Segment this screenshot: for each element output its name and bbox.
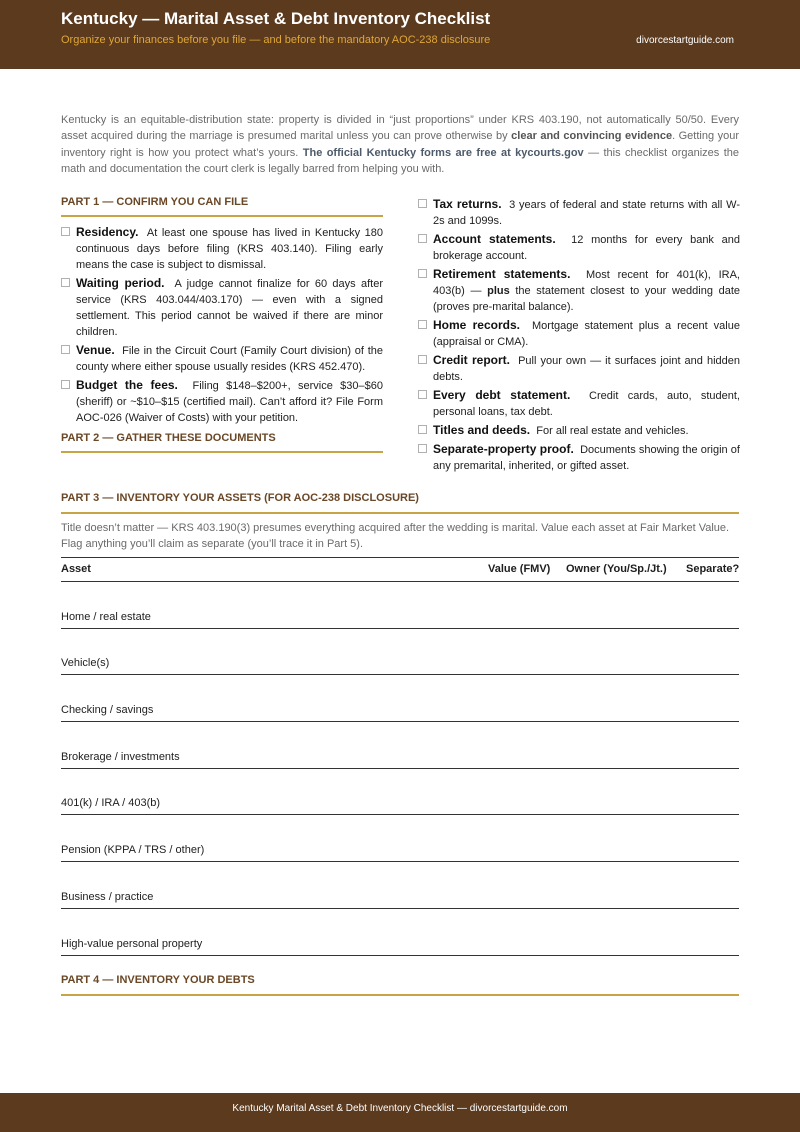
item-description: Mortgage statement plus a recent value (appraisal or CMA). xyxy=(433,320,740,348)
part1-title: PART 1 — CONFIRM YOU CAN FILE xyxy=(61,196,249,208)
left-column xyxy=(61,196,383,460)
item-title: Residency. xyxy=(76,225,139,239)
part3-header xyxy=(61,492,739,514)
col-asset: Asset xyxy=(61,563,91,575)
checklist-item[interactable] xyxy=(61,342,383,375)
checklist-item[interactable] xyxy=(61,377,383,426)
checklist-item[interactable] xyxy=(418,387,740,420)
footer-text: Kentucky Marital Asset & Debt Inventory Checklist — divorcestartguide.com xyxy=(232,1103,568,1114)
page-subtitle: Organize your finances before you file — and before the mandatory AOC-238 disclosure xyxy=(61,34,491,46)
site-name[interactable]: divorcestartguide.com xyxy=(636,35,734,46)
page-footer xyxy=(0,1093,800,1132)
checkbox[interactable] xyxy=(418,390,427,399)
item-description: Pull your own — it surfaces joint and hidden debts. xyxy=(433,355,740,383)
item-title: Venue. xyxy=(76,343,115,357)
item-title: Titles and deeds. xyxy=(433,423,531,437)
asset-label: Brokerage / investments xyxy=(61,750,180,763)
right-column xyxy=(418,196,740,476)
page-header xyxy=(0,0,800,69)
part3-title: PART 3 — INVENTORY YOUR ASSETS (FOR AOC-238 DISCLOSURE) xyxy=(61,492,419,504)
part3-note: Title doesn’t matter — KRS 403.190(3) presumes everything acquired after the wedding is marital. Value each asset at Fair Market Value. Flag anything you’ll claim as separate (you’ll trace it in Part 5). xyxy=(61,522,730,550)
item-title: Account statements. xyxy=(433,232,556,246)
checkbox[interactable] xyxy=(418,269,427,278)
page-title: Kentucky — Marital Asset & Debt Inventory Checklist xyxy=(61,9,491,28)
asset-label: Business / practice xyxy=(61,890,154,903)
asset-label: Pension (KPPA / TRS / other) xyxy=(61,844,205,857)
checkbox[interactable] xyxy=(61,345,70,354)
checklist-item[interactable] xyxy=(418,317,740,350)
checklist-item[interactable] xyxy=(418,441,740,474)
table-row[interactable] xyxy=(61,582,739,629)
item-title: Home records. xyxy=(433,318,520,332)
item-description: For all real estate and vehicles. xyxy=(536,425,689,437)
col-separate: Separate? xyxy=(686,563,740,575)
item-description: Most recent for 401(k), IRA, 403(b) — xyxy=(433,269,740,297)
item-description-cont: the statement closest to your wedding date (proves pre-marital balance). xyxy=(433,285,740,313)
item-description: Filing $148–$200+, service $30–$60 (sheriff) or ~$10–$15 (certified mail). Can’t afford it? File Form AOC-026 (Waiver of Costs) with your petition. xyxy=(76,380,383,424)
item-title: Credit report. xyxy=(433,353,510,367)
item-title: Separate-property proof. xyxy=(433,442,574,456)
asset-label: Checking / savings xyxy=(61,704,154,717)
part4-header xyxy=(61,974,739,996)
asset-label: 401(k) / IRA / 403(b) xyxy=(61,797,161,810)
table-row[interactable] xyxy=(61,862,739,909)
part4-title: PART 4 — INVENTORY YOUR DEBTS xyxy=(61,974,255,986)
checkbox[interactable] xyxy=(418,199,427,208)
item-description: A judge cannot finalize for 60 days after service (KRS 403.044/403.170) — even with a signed settlement. This period cannot be waived if there are minor children. xyxy=(76,278,384,338)
item-title: Budget the fees. xyxy=(76,378,178,392)
asset-label: Vehicle(s) xyxy=(61,657,110,670)
checklist-item[interactable] xyxy=(61,224,383,273)
intro-paragraph xyxy=(61,112,739,178)
item-title: Waiting period. xyxy=(76,276,165,290)
checklist-item[interactable] xyxy=(61,275,383,340)
checkbox[interactable] xyxy=(418,234,427,243)
kycourts-link[interactable]: The official Kentucky forms are free at kycourts.gov xyxy=(302,146,584,159)
item-title: Every debt statement. xyxy=(433,388,571,402)
item-title: Tax returns. xyxy=(433,197,502,211)
checkbox[interactable] xyxy=(61,380,70,389)
checkbox[interactable] xyxy=(61,227,70,236)
table-row[interactable] xyxy=(61,629,739,676)
item-description: At least one spouse has lived in Kentucky 180 continuous days before filing (KRS 403.140). Filing early means the case is subject to dismissal. xyxy=(76,227,383,271)
checklist-item[interactable] xyxy=(418,422,740,439)
checklist-item[interactable] xyxy=(418,266,740,315)
table-row[interactable] xyxy=(61,675,739,722)
checkbox[interactable] xyxy=(418,355,427,364)
checklist-item[interactable] xyxy=(418,231,740,264)
checkbox[interactable] xyxy=(418,425,427,434)
item-description: Credit cards, auto, student, personal loans, tax debt. xyxy=(433,390,740,418)
table-row[interactable] xyxy=(61,909,739,956)
part3-section xyxy=(61,492,739,956)
item-description: 3 years of federal and state returns with all W-2s and 1099s. xyxy=(433,199,740,227)
checkbox[interactable] xyxy=(418,320,427,329)
item-description: File in the Circuit Court (Family Court division) of the county where either spouse usually resides (KRS 452.470). xyxy=(76,345,383,373)
intro-emphasis: clear and convincing evidence xyxy=(511,130,673,143)
item-description: Documents showing the origin of any premarital, inherited, or gifted asset. xyxy=(433,444,740,472)
intro-text-3: — this checklist organizes the math and documentation the court clerk is legally barred from helping you with. xyxy=(61,146,739,176)
checklist-item[interactable] xyxy=(418,352,740,385)
item-emphasis: plus xyxy=(487,285,510,297)
item-title: Retirement statements. xyxy=(433,267,571,281)
col-value: Value (FMV) xyxy=(488,563,551,575)
checkbox[interactable] xyxy=(418,444,427,453)
part2-header xyxy=(61,432,383,453)
asset-label: High-value personal property xyxy=(61,937,203,950)
table-row[interactable] xyxy=(61,769,739,816)
checkbox[interactable] xyxy=(61,278,70,287)
table-row[interactable] xyxy=(61,722,739,769)
part2-title: PART 2 — GATHER THESE DOCUMENTS xyxy=(61,432,276,444)
intro-text-2: . Getting your inventory right is how you protect what’s yours. xyxy=(61,130,739,159)
table-row[interactable] xyxy=(61,815,739,862)
item-description: 12 months for every bank and brokerage account. xyxy=(433,234,741,262)
part1-header xyxy=(61,196,383,217)
col-owner: Owner (You/Sp./Jt.) xyxy=(566,563,667,575)
asset-label: Home / real estate xyxy=(61,610,151,623)
intro-text-1: Kentucky is an equitable-distribution state: property is divided in “just proportions” under KRS 403.190, not automatically 50/50. Every asset acquired during the marriage is presumed marital unless you can prove otherwise by xyxy=(61,114,739,143)
checklist-item[interactable] xyxy=(418,196,740,229)
table-header xyxy=(61,557,739,582)
